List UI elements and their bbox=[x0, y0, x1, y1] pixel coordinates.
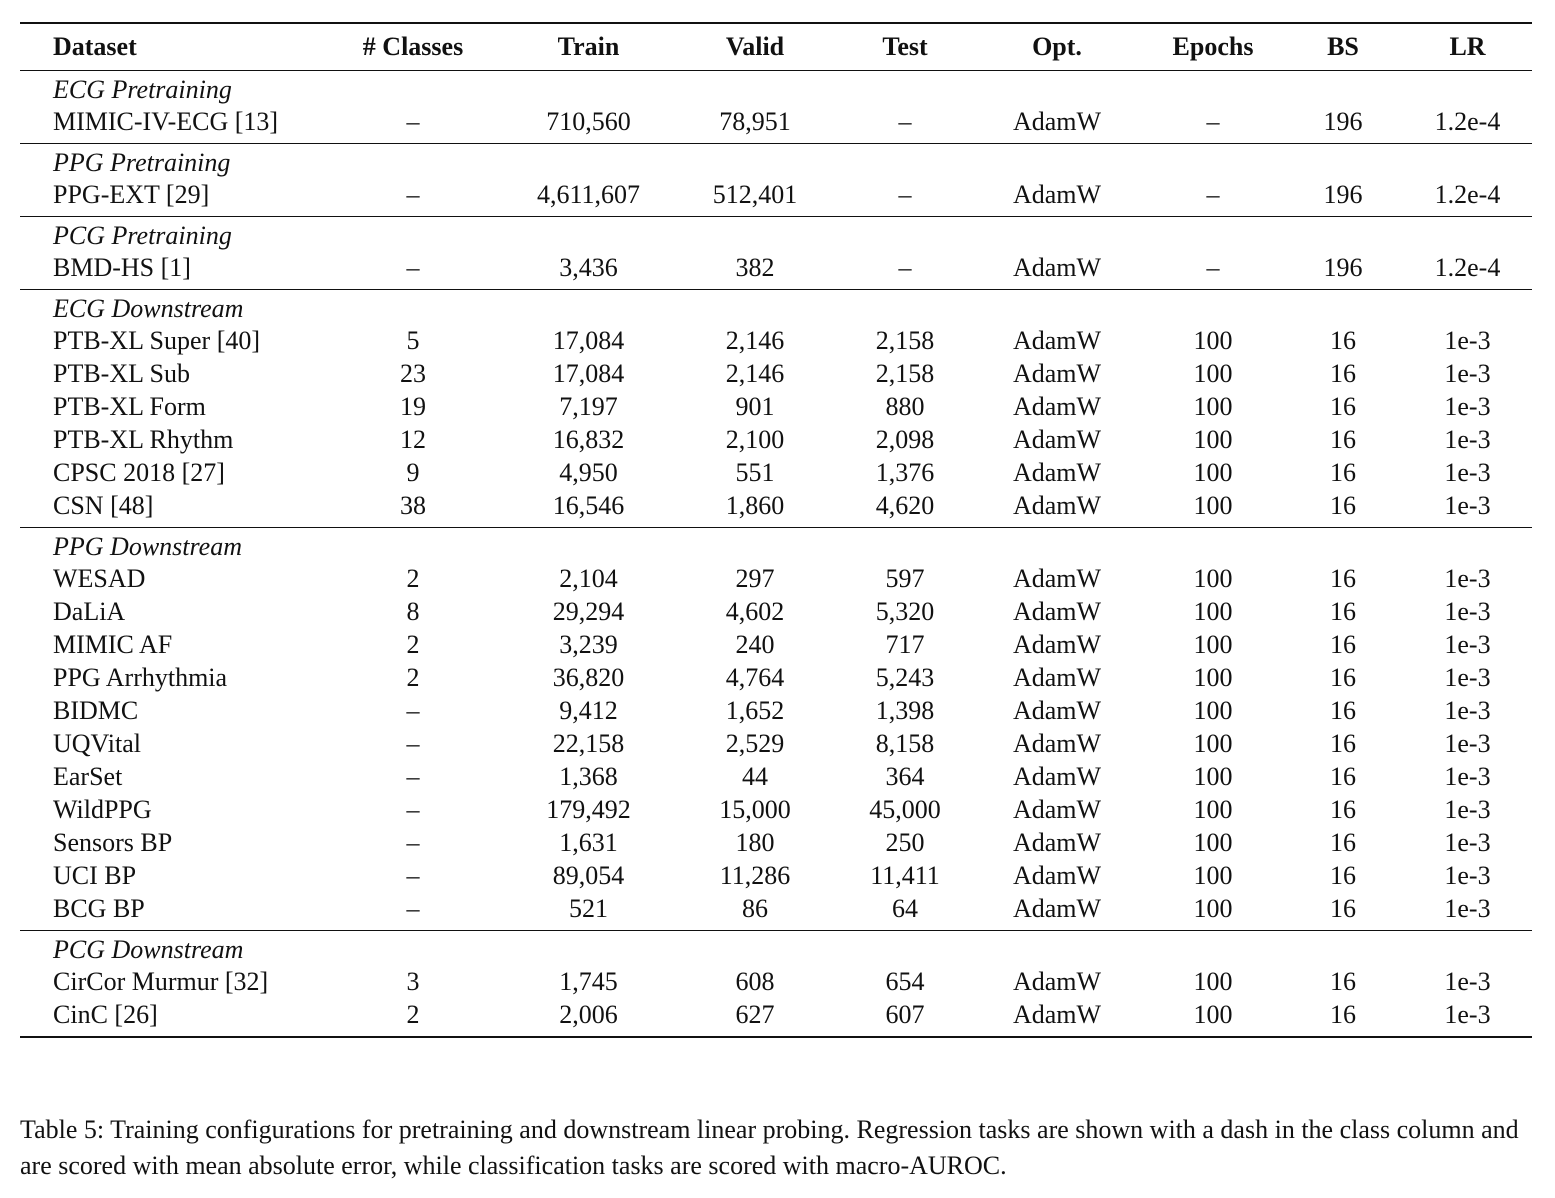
table-cell: 196 bbox=[1283, 251, 1403, 290]
table-cell: – bbox=[406, 828, 420, 857]
table-cell: 180 bbox=[735, 828, 775, 857]
table-cell: 1e-3 bbox=[1444, 828, 1491, 857]
table-row bbox=[20, 489, 1532, 528]
table-cell: 2,100 bbox=[725, 425, 785, 454]
table-cell: 3,239 bbox=[559, 630, 618, 659]
table-cell: 100 bbox=[1193, 359, 1233, 388]
table-group bbox=[20, 931, 1532, 1038]
table-cell: – bbox=[1143, 105, 1283, 144]
table-cell: PTB-XL Sub bbox=[53, 359, 190, 388]
table-cell: PPG-EXT [29] bbox=[20, 178, 320, 217]
table-cell: UCI BP bbox=[53, 861, 137, 890]
table-row bbox=[20, 793, 1532, 826]
table-cell: 100 bbox=[1193, 663, 1233, 692]
table-cell: WildPPG bbox=[53, 795, 152, 824]
table-cell: 2,529 bbox=[725, 729, 785, 758]
column-header: Train bbox=[506, 23, 671, 71]
table-cell: AdamW bbox=[1012, 762, 1102, 791]
table-cell: 654 bbox=[885, 967, 925, 996]
table-cell: 607 bbox=[839, 998, 971, 1037]
table-cell: 608 bbox=[735, 967, 775, 996]
table-cell: 100 bbox=[1193, 696, 1233, 725]
table-cell: 710,560 bbox=[506, 105, 671, 144]
table-cell: 100 bbox=[1193, 326, 1233, 355]
table-cell: 2 bbox=[320, 998, 506, 1037]
table-cell: – bbox=[406, 729, 420, 758]
table-cell: 1,398 bbox=[875, 696, 935, 725]
table-cell: 16 bbox=[1330, 597, 1356, 626]
table-cell: 16 bbox=[1330, 564, 1356, 593]
table-cell: 250 bbox=[885, 828, 925, 857]
table-cell: CirCor Murmur [32] bbox=[53, 967, 269, 996]
table-cell: 3,436 bbox=[506, 251, 671, 290]
table-cell: 5,243 bbox=[875, 663, 935, 692]
table-cell: 2 bbox=[406, 630, 420, 659]
table-cell: 1,652 bbox=[725, 696, 785, 725]
table-cell: 16 bbox=[1330, 458, 1356, 487]
table-cell: 1.2e-4 bbox=[1403, 105, 1532, 144]
table-cell: AdamW bbox=[1012, 326, 1102, 355]
table-cell: 100 bbox=[1143, 489, 1283, 528]
table-cell: 44 bbox=[742, 762, 768, 791]
table-cell: 100 bbox=[1193, 729, 1233, 758]
table-cell: 17,084 bbox=[552, 359, 625, 388]
table-cell: – bbox=[406, 795, 420, 824]
table-cell: 4,764 bbox=[725, 663, 785, 692]
table-cell: AdamW bbox=[1012, 630, 1102, 659]
column-header: BS bbox=[1283, 23, 1403, 71]
table-cell: MIMIC-IV-ECG [13] bbox=[20, 105, 320, 144]
table-cell: 100 bbox=[1193, 967, 1233, 996]
table-cell: AdamW bbox=[1012, 828, 1102, 857]
table-cell: 17,084 bbox=[552, 326, 625, 355]
table-group bbox=[20, 71, 1532, 144]
table-cell: 86 bbox=[671, 892, 839, 931]
table-cell: 16 bbox=[1330, 729, 1356, 758]
table-cell: 1e-3 bbox=[1444, 630, 1491, 659]
table-cell: AdamW bbox=[971, 489, 1143, 528]
column-header: Epochs bbox=[1143, 23, 1283, 71]
group-header-row bbox=[20, 290, 1532, 325]
training-config-table bbox=[20, 22, 1532, 1038]
table-group bbox=[20, 290, 1532, 528]
table-cell: AdamW bbox=[971, 251, 1143, 290]
table-row bbox=[20, 251, 1532, 290]
table-cell: 100 bbox=[1193, 630, 1233, 659]
table-cell: BIDMC bbox=[53, 696, 139, 725]
table-cell: – bbox=[406, 696, 420, 725]
table-cell: AdamW bbox=[1012, 795, 1102, 824]
table-cell: 16,832 bbox=[552, 425, 625, 454]
table-cell: 551 bbox=[735, 458, 775, 487]
table-cell: – bbox=[320, 251, 506, 290]
table-cell: 2,146 bbox=[725, 326, 785, 355]
table-cell: 16 bbox=[1330, 967, 1356, 996]
column-header: Dataset bbox=[20, 23, 320, 71]
table-cell: 16 bbox=[1330, 861, 1356, 890]
table-group bbox=[20, 144, 1532, 217]
table-caption: Table 5: Training configurations for pretraining and downstream linear probing. Regression tasks are shown with a dash in the class column and are scored with mean absolute error, while classification tasks are scored with macro-AUROC. bbox=[20, 1115, 1519, 1180]
table-cell: 1.2e-4 bbox=[1403, 178, 1532, 217]
table-cell: 1e-3 bbox=[1444, 425, 1491, 454]
table-cell: 16 bbox=[1330, 630, 1356, 659]
group-title: PCG Downstream bbox=[53, 935, 244, 964]
table-cell: 19 bbox=[400, 392, 426, 421]
table-cell: 1,376 bbox=[875, 458, 935, 487]
table-cell: 9,412 bbox=[559, 696, 618, 725]
group-title: ECG Pretraining bbox=[53, 75, 232, 104]
table-cell: AdamW bbox=[971, 892, 1143, 931]
table-cell: 9 bbox=[406, 458, 420, 487]
table-cell: CPSC 2018 [27] bbox=[53, 458, 225, 487]
table-cell: 45,000 bbox=[869, 795, 941, 824]
table-cell: 2,006 bbox=[506, 998, 671, 1037]
table-cell: 179,492 bbox=[546, 795, 631, 824]
table-cell: – bbox=[839, 105, 971, 144]
table-cell: 1e-3 bbox=[1444, 967, 1491, 996]
table-cell: 23 bbox=[400, 359, 426, 388]
table-cell: 2,104 bbox=[559, 564, 618, 593]
group-header-row bbox=[20, 931, 1532, 966]
table-row bbox=[20, 892, 1532, 931]
table-cell: 1,631 bbox=[559, 828, 618, 857]
table-cell: 1e-3 bbox=[1444, 564, 1491, 593]
table-cell: 717 bbox=[885, 630, 925, 659]
group-header-row bbox=[20, 217, 1532, 252]
table-cell: 1,745 bbox=[559, 967, 618, 996]
table-cell: AdamW bbox=[971, 178, 1143, 217]
table-cell: 100 bbox=[1143, 998, 1283, 1037]
table-cell: UQVital bbox=[53, 729, 141, 758]
table-cell: AdamW bbox=[1012, 458, 1102, 487]
table-cell: 1e-3 bbox=[1444, 762, 1491, 791]
table-cell: 7,197 bbox=[559, 392, 618, 421]
table-row bbox=[20, 998, 1532, 1037]
table-cell: 100 bbox=[1193, 828, 1233, 857]
table-cell: 100 bbox=[1193, 861, 1233, 890]
table-header bbox=[20, 23, 1532, 71]
table-cell: 1e-3 bbox=[1444, 729, 1491, 758]
table-row bbox=[20, 727, 1532, 760]
table-cell: 196 bbox=[1283, 178, 1403, 217]
table-cell: DaLiA bbox=[53, 597, 126, 626]
table-cell: 1e-3 bbox=[1444, 861, 1491, 890]
group-header-row bbox=[20, 144, 1532, 179]
table-cell: 4,611,607 bbox=[506, 178, 671, 217]
table-cell: 1e-3 bbox=[1403, 489, 1532, 528]
column-header: LR bbox=[1403, 23, 1532, 71]
table-cell: 11,286 bbox=[719, 861, 791, 890]
table-cell: 16 bbox=[1330, 828, 1356, 857]
table-cell: 1e-3 bbox=[1444, 359, 1491, 388]
table-cell: BMD-HS [1] bbox=[20, 251, 320, 290]
table-cell: 16 bbox=[1330, 762, 1356, 791]
table-cell: 2,158 bbox=[875, 359, 935, 388]
table-cell: PTB-XL Rhythm bbox=[53, 425, 234, 454]
table-cell: 901 bbox=[735, 392, 775, 421]
table-cell: 512,401 bbox=[671, 178, 839, 217]
table-cell: AdamW bbox=[1012, 967, 1102, 996]
group-header-row bbox=[20, 528, 1532, 563]
table-cell: 1,368 bbox=[559, 762, 618, 791]
table-cell: 16 bbox=[1330, 696, 1356, 725]
table-cell: – bbox=[1143, 178, 1283, 217]
table-cell: AdamW bbox=[1012, 597, 1102, 626]
table-row bbox=[20, 562, 1532, 595]
table-cell: 15,000 bbox=[719, 795, 791, 824]
table-cell: 1e-3 bbox=[1444, 326, 1491, 355]
table-cell: 4,602 bbox=[725, 597, 785, 626]
table-cell: Sensors BP bbox=[53, 828, 173, 857]
table-cell: 2,098 bbox=[875, 425, 935, 454]
group-header-row bbox=[20, 71, 1532, 106]
table-cell: 100 bbox=[1193, 597, 1233, 626]
table-cell: AdamW bbox=[971, 105, 1143, 144]
group-title: PCG Pretraining bbox=[53, 221, 232, 250]
table-cell: 16,546 bbox=[506, 489, 671, 528]
table-cell: 16 bbox=[1330, 359, 1356, 388]
table-cell: 2,158 bbox=[875, 326, 935, 355]
table-cell: 16 bbox=[1283, 998, 1403, 1037]
table-row bbox=[20, 105, 1532, 144]
table-cell: 297 bbox=[735, 564, 775, 593]
table-cell: 11,411 bbox=[870, 861, 940, 890]
table-cell: 100 bbox=[1193, 425, 1233, 454]
table-row bbox=[20, 694, 1532, 727]
table-row bbox=[20, 456, 1532, 489]
column-header: Opt. bbox=[971, 23, 1143, 71]
table-cell: 36,820 bbox=[552, 663, 625, 692]
table-row bbox=[20, 965, 1532, 998]
table-cell: 5 bbox=[406, 326, 420, 355]
table-row bbox=[20, 760, 1532, 793]
group-title: ECG Downstream bbox=[53, 294, 244, 323]
table-row bbox=[20, 595, 1532, 628]
table-cell: BCG BP bbox=[20, 892, 320, 931]
table-cell: 382 bbox=[671, 251, 839, 290]
table-cell: 2 bbox=[406, 564, 420, 593]
table-cell: 100 bbox=[1193, 762, 1233, 791]
table-cell: 597 bbox=[885, 564, 925, 593]
table-cell: 5,320 bbox=[875, 597, 935, 626]
table-row bbox=[20, 628, 1532, 661]
table-cell: – bbox=[406, 762, 420, 791]
table-cell: 16 bbox=[1330, 795, 1356, 824]
table-cell: 16 bbox=[1283, 489, 1403, 528]
table-cell: PPG Arrhythmia bbox=[53, 663, 228, 692]
table-cell: 64 bbox=[839, 892, 971, 931]
table-cell: AdamW bbox=[1012, 359, 1102, 388]
table-cell: 1e-3 bbox=[1444, 392, 1491, 421]
table-cell: 627 bbox=[671, 998, 839, 1037]
table-cell: 100 bbox=[1193, 458, 1233, 487]
table-cell: 1e-3 bbox=[1403, 892, 1532, 931]
table-cell: AdamW bbox=[1012, 425, 1102, 454]
table-cell: CinC [26] bbox=[20, 998, 320, 1037]
table-group bbox=[20, 528, 1532, 931]
column-header: # Classes bbox=[320, 23, 506, 71]
table-row bbox=[20, 357, 1532, 390]
table-cell: 521 bbox=[506, 892, 671, 931]
table-cell: WESAD bbox=[53, 564, 146, 593]
table-cell: – bbox=[406, 861, 420, 890]
table-cell: AdamW bbox=[1012, 861, 1102, 890]
table-cell: – bbox=[320, 105, 506, 144]
table-cell: EarSet bbox=[53, 762, 123, 791]
table-cell: 12 bbox=[400, 425, 426, 454]
table-row bbox=[20, 178, 1532, 217]
table-cell: PTB-XL Form bbox=[53, 392, 206, 421]
table-cell: 22,158 bbox=[552, 729, 625, 758]
group-title: PPG Downstream bbox=[53, 532, 242, 561]
header-row bbox=[20, 23, 1532, 71]
table-cell: AdamW bbox=[1012, 696, 1102, 725]
table-cell: 1e-3 bbox=[1444, 458, 1491, 487]
table-group bbox=[20, 217, 1532, 290]
table-row bbox=[20, 859, 1532, 892]
table-cell: 100 bbox=[1143, 892, 1283, 931]
table-cell: 2 bbox=[406, 663, 420, 692]
table-cell: AdamW bbox=[1012, 392, 1102, 421]
table-cell: 78,951 bbox=[671, 105, 839, 144]
table-cell: 1,860 bbox=[671, 489, 839, 528]
table-cell: 16 bbox=[1330, 326, 1356, 355]
table-cell: 1e-3 bbox=[1444, 696, 1491, 725]
table-cell: 8,158 bbox=[875, 729, 935, 758]
config-table-container bbox=[20, 22, 1532, 1038]
table-row bbox=[20, 661, 1532, 694]
table-cell: CSN [48] bbox=[20, 489, 320, 528]
table-cell: 880 bbox=[885, 392, 925, 421]
table-row bbox=[20, 324, 1532, 357]
table-cell: 38 bbox=[320, 489, 506, 528]
table-cell: 196 bbox=[1283, 105, 1403, 144]
table-cell: – bbox=[320, 892, 506, 931]
table-cell: AdamW bbox=[1012, 663, 1102, 692]
table-cell: 1e-3 bbox=[1403, 998, 1532, 1037]
table-cell: – bbox=[1143, 251, 1283, 290]
table-cell: 1.2e-4 bbox=[1403, 251, 1532, 290]
table-cell: 4,620 bbox=[839, 489, 971, 528]
table-cell: AdamW bbox=[971, 998, 1143, 1037]
table-cell: 364 bbox=[885, 762, 925, 791]
table-cell: 16 bbox=[1330, 425, 1356, 454]
column-header: Test bbox=[839, 23, 971, 71]
table-cell: 4,950 bbox=[559, 458, 618, 487]
table-cell: 2,146 bbox=[725, 359, 785, 388]
table-cell: AdamW bbox=[1012, 564, 1102, 593]
table-cell: – bbox=[320, 178, 506, 217]
table-cell: 1e-3 bbox=[1444, 795, 1491, 824]
table-cell: 240 bbox=[735, 630, 775, 659]
table-cell: 16 bbox=[1330, 663, 1356, 692]
table-cell: – bbox=[839, 178, 971, 217]
table-cell: PTB-XL Super [40] bbox=[53, 326, 261, 355]
column-header: Valid bbox=[671, 23, 839, 71]
table-row bbox=[20, 423, 1532, 456]
table-row bbox=[20, 826, 1532, 859]
table-row bbox=[20, 390, 1532, 423]
table-cell: 100 bbox=[1193, 564, 1233, 593]
table-cell: 1e-3 bbox=[1444, 597, 1491, 626]
table-cell: 8 bbox=[406, 597, 420, 626]
table-cell: MIMIC AF bbox=[53, 630, 173, 659]
table-cell: 89,054 bbox=[552, 861, 625, 890]
table-cell: 16 bbox=[1283, 892, 1403, 931]
table-cell: 1e-3 bbox=[1444, 663, 1491, 692]
table-cell: 100 bbox=[1193, 392, 1233, 421]
table-cell: 100 bbox=[1193, 795, 1233, 824]
table-cell: 29,294 bbox=[552, 597, 625, 626]
group-title: PPG Pretraining bbox=[53, 148, 231, 177]
table-cell: 3 bbox=[406, 967, 420, 996]
table-cell: AdamW bbox=[1012, 729, 1102, 758]
table-cell: – bbox=[839, 251, 971, 290]
table-cell: 16 bbox=[1330, 392, 1356, 421]
